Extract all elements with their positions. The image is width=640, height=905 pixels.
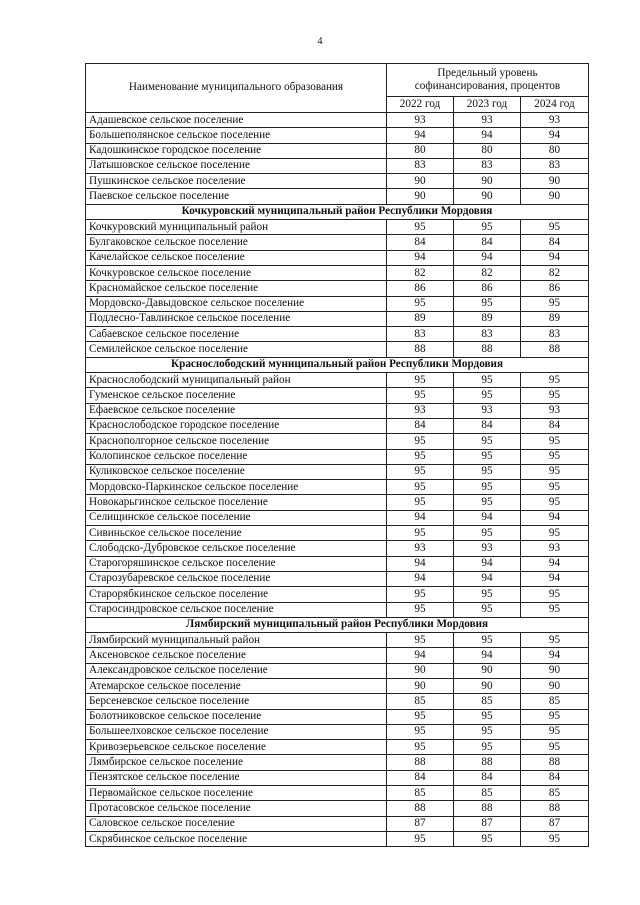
- municipality-name: Аксеновское сельское поселение: [86, 648, 387, 663]
- cofinancing-value: 86: [387, 281, 454, 296]
- cofinancing-value: 90: [387, 678, 454, 693]
- municipality-name: Лямбирское сельское поселение: [86, 755, 387, 770]
- cofinancing-value: 90: [387, 663, 454, 678]
- cofinancing-value: 95: [521, 480, 589, 495]
- municipality-name: Атемарское сельское поселение: [86, 678, 387, 693]
- table-row: [86, 724, 589, 739]
- cofinancing-value: 83: [521, 158, 589, 173]
- cofinancing-value: 95: [521, 831, 589, 846]
- cofinancing-value: 94: [454, 571, 521, 586]
- cofinancing-value: 95: [521, 373, 589, 388]
- cofinancing-value: 84: [521, 235, 589, 250]
- cofinancing-value: 94: [387, 556, 454, 571]
- cofinancing-value: 84: [454, 418, 521, 433]
- table-row: [86, 143, 589, 158]
- district-title: Кочкуровский муниципальный район Республики Мордовия: [86, 204, 589, 219]
- municipality-name: Паевское сельское поселение: [86, 189, 387, 204]
- cofinancing-value: 87: [521, 816, 589, 831]
- municipality-name: Сивиньское сельское поселение: [86, 526, 387, 541]
- table-row: [86, 480, 589, 495]
- cofinancing-value: 95: [521, 602, 589, 617]
- table-row: [86, 770, 589, 785]
- table-row: [86, 663, 589, 678]
- cofinancing-value: 83: [454, 158, 521, 173]
- district-title: Краснослободский муниципальный район Республики Мордовия: [86, 357, 589, 372]
- cofinancing-value: 94: [521, 250, 589, 265]
- cofinancing-value: 94: [521, 556, 589, 571]
- municipality-name: Краснополгорное сельское поселение: [86, 434, 387, 449]
- cofinancing-value: 83: [454, 327, 521, 342]
- table-row: [86, 434, 589, 449]
- cofinancing-value: 95: [521, 709, 589, 724]
- cofinancing-value: 84: [454, 770, 521, 785]
- table-row: [86, 250, 589, 265]
- cofinancing-value: 82: [454, 265, 521, 280]
- municipality-name: Первомайское сельское поселение: [86, 786, 387, 801]
- table-row: [86, 510, 589, 525]
- municipality-name: Краснослободское городское поселение: [86, 418, 387, 433]
- cofinancing-value: 83: [521, 327, 589, 342]
- cofinancing-value: 90: [521, 189, 589, 204]
- cofinancing-value: 86: [454, 281, 521, 296]
- cofinancing-value: 95: [387, 724, 454, 739]
- cofinancing-value: 93: [521, 113, 589, 128]
- cofinancing-value: 87: [454, 816, 521, 831]
- cofinancing-value: 90: [521, 663, 589, 678]
- table-row: [86, 816, 589, 831]
- municipality-name: Болотниковское сельское поселение: [86, 709, 387, 724]
- cofinancing-value: 85: [454, 694, 521, 709]
- table-header: [86, 64, 589, 113]
- column-header-year: 2023 год: [454, 96, 521, 112]
- municipality-name: Кривозерьевское сельское поселение: [86, 740, 387, 755]
- cofinancing-value: 90: [521, 174, 589, 189]
- cofinancing-value: 90: [454, 678, 521, 693]
- district-header-row: [86, 204, 589, 219]
- cofinancing-value: 95: [387, 633, 454, 648]
- table-row: [86, 235, 589, 250]
- cofinancing-value: 95: [454, 296, 521, 311]
- municipality-name: Краснослободский муниципальный район: [86, 373, 387, 388]
- cofinancing-value: 95: [454, 388, 521, 403]
- cofinancing-value: 93: [387, 113, 454, 128]
- table-row: [86, 327, 589, 342]
- table-row: [86, 311, 589, 326]
- cofinancing-value: 95: [454, 633, 521, 648]
- level-header-line-2: софинансирования, процентов: [414, 79, 561, 92]
- table-row: [86, 158, 589, 173]
- district-title: Лямбирский муниципальный район Республики Мордовия: [86, 617, 589, 632]
- cofinancing-value: 95: [454, 220, 521, 235]
- table-row: [86, 342, 589, 357]
- cofinancing-value: 95: [521, 633, 589, 648]
- cofinancing-value: 93: [387, 403, 454, 418]
- municipality-name: Селищинское сельское поселение: [86, 510, 387, 525]
- municipality-name: Лямбирский муниципальный район: [86, 633, 387, 648]
- cofinancing-value: 88: [387, 801, 454, 816]
- cofinancing-value: 95: [387, 587, 454, 602]
- cofinancing-value: 88: [521, 801, 589, 816]
- cofinancing-value: 95: [387, 434, 454, 449]
- cofinancing-value: 90: [454, 189, 521, 204]
- municipality-name: Старогоряшинское сельское поселение: [86, 556, 387, 571]
- cofinancing-value: 95: [387, 464, 454, 479]
- table-row: [86, 265, 589, 280]
- municipality-name: Латышовское сельское поселение: [86, 158, 387, 173]
- cofinancing-value: 94: [454, 556, 521, 571]
- cofinancing-value: 90: [521, 678, 589, 693]
- municipality-name: Качелайское сельское поселение: [86, 250, 387, 265]
- cofinancing-value: 93: [387, 541, 454, 556]
- table-row: [86, 587, 589, 602]
- municipality-name: Протасовское сельское поселение: [86, 801, 387, 816]
- municipality-name: Красномайское сельское поселение: [86, 281, 387, 296]
- table-row: [86, 113, 589, 128]
- cofinancing-value: 94: [454, 648, 521, 663]
- cofinancing-value: 84: [387, 418, 454, 433]
- cofinancing-value: 95: [521, 587, 589, 602]
- table-body: [86, 113, 589, 847]
- cofinancing-value: 95: [387, 388, 454, 403]
- cofinancing-value: 95: [387, 220, 454, 235]
- cofinancing-value: 95: [454, 480, 521, 495]
- table-row: [86, 418, 589, 433]
- cofinancing-value: 85: [521, 694, 589, 709]
- municipality-name: Адашевское сельское поселение: [86, 113, 387, 128]
- cofinancing-value: 95: [454, 495, 521, 510]
- table-row: [86, 281, 589, 296]
- cofinancing-value: 90: [387, 174, 454, 189]
- municipality-name: Мордовско-Давыдовское сельское поселение: [86, 296, 387, 311]
- table-row: [86, 556, 589, 571]
- cofinancing-value: 83: [387, 158, 454, 173]
- cofinancing-value: 95: [521, 740, 589, 755]
- cofinancing-value: 95: [521, 464, 589, 479]
- cofinancing-value: 89: [521, 311, 589, 326]
- cofinancing-value: 95: [387, 740, 454, 755]
- municipality-name: Мордовско-Паркинское сельское поселение: [86, 480, 387, 495]
- cofinancing-value: 95: [454, 602, 521, 617]
- cofinancing-value: 95: [454, 449, 521, 464]
- cofinancing-value: 95: [387, 373, 454, 388]
- cofinancing-value: 94: [387, 648, 454, 663]
- table-row: [86, 128, 589, 143]
- cofinancing-value: 84: [521, 418, 589, 433]
- cofinancing-value: 90: [454, 174, 521, 189]
- cofinancing-value: 95: [387, 480, 454, 495]
- municipality-name: Кочкуровское сельское поселение: [86, 265, 387, 280]
- cofinancing-value: 83: [387, 327, 454, 342]
- table-row: [86, 373, 589, 388]
- cofinancing-value: 95: [454, 724, 521, 739]
- level-header-line-1: Предельный уровень: [437, 66, 538, 79]
- cofinancing-value: 94: [454, 250, 521, 265]
- table-row: [86, 220, 589, 235]
- column-header-name: Наименование муниципального образования: [86, 64, 387, 113]
- cofinancing-value: 95: [387, 495, 454, 510]
- cofinancing-value: 88: [387, 755, 454, 770]
- cofinancing-value: 95: [387, 602, 454, 617]
- cofinancing-value: 95: [521, 495, 589, 510]
- cofinancing-value: 95: [387, 709, 454, 724]
- cofinancing-value: 84: [521, 770, 589, 785]
- cofinancing-value: 93: [454, 113, 521, 128]
- cofinancing-value: 95: [387, 526, 454, 541]
- municipality-name: Сабаевское сельское поселение: [86, 327, 387, 342]
- cofinancing-value: 80: [521, 143, 589, 158]
- cofinancing-value: 95: [454, 587, 521, 602]
- cofinancing-value: 94: [521, 648, 589, 663]
- cofinancing-value: 84: [454, 235, 521, 250]
- cofinancing-value: 95: [387, 831, 454, 846]
- cofinancing-value: 88: [521, 342, 589, 357]
- table-row: [86, 602, 589, 617]
- municipality-name: Пушкинское сельское поселение: [86, 174, 387, 189]
- cofinancing-value: 95: [521, 220, 589, 235]
- municipality-name: Куликовское сельское поселение: [86, 464, 387, 479]
- municipality-name: Слободско-Дубровское сельское поселение: [86, 541, 387, 556]
- municipality-name: Булгаковское сельское поселение: [86, 235, 387, 250]
- cofinancing-value: 95: [454, 434, 521, 449]
- column-header-year: 2024 год: [521, 96, 589, 112]
- cofinancing-value: 95: [387, 449, 454, 464]
- table-row: [86, 786, 589, 801]
- table-row: [86, 174, 589, 189]
- table-row: [86, 541, 589, 556]
- cofinancing-value: 93: [454, 541, 521, 556]
- cofinancing-value: 89: [454, 311, 521, 326]
- cofinancing-value: 90: [454, 663, 521, 678]
- cofinancing-value: 88: [454, 342, 521, 357]
- cofinancing-value: 84: [387, 235, 454, 250]
- municipality-name: Большеелховское сельское поселение: [86, 724, 387, 739]
- cofinancing-value: 95: [454, 740, 521, 755]
- cofinancing-value: 88: [454, 755, 521, 770]
- table-row: [86, 388, 589, 403]
- district-header-row: [86, 617, 589, 632]
- table-row: [86, 571, 589, 586]
- cofinancing-value: 94: [454, 128, 521, 143]
- table-row: [86, 648, 589, 663]
- cofinancing-value: 85: [387, 786, 454, 801]
- cofinancing-value: 94: [521, 571, 589, 586]
- table-row: [86, 694, 589, 709]
- cofinancing-value: 85: [387, 694, 454, 709]
- district-header-row: [86, 357, 589, 372]
- cofinancing-value: 95: [521, 724, 589, 739]
- cofinancing-value: 85: [521, 786, 589, 801]
- column-header-level: [387, 64, 589, 97]
- table-row: [86, 403, 589, 418]
- cofinancing-value: 94: [454, 510, 521, 525]
- table-row: [86, 464, 589, 479]
- municipality-name: Скрябинское сельское поселение: [86, 831, 387, 846]
- cofinancing-value: 95: [521, 526, 589, 541]
- cofinancing-value: 88: [521, 755, 589, 770]
- municipality-name: Старосиндровское сельское поселение: [86, 602, 387, 617]
- cofinancing-value: 95: [521, 434, 589, 449]
- cofinancing-value: 95: [387, 296, 454, 311]
- municipality-name: Александровское сельское поселение: [86, 663, 387, 678]
- cofinancing-value: 88: [387, 342, 454, 357]
- table-row: [86, 449, 589, 464]
- municipality-name: Семилейское сельское поселение: [86, 342, 387, 357]
- cofinancing-value: 85: [454, 786, 521, 801]
- table-row: [86, 296, 589, 311]
- cofinancing-value: 95: [521, 449, 589, 464]
- cofinancing-value: 94: [387, 571, 454, 586]
- municipality-name: Гуменское сельское поселение: [86, 388, 387, 403]
- cofinancing-value: 80: [454, 143, 521, 158]
- municipality-name: Подлесно-Тавлинское сельское поселение: [86, 311, 387, 326]
- cofinancing-value: 95: [454, 709, 521, 724]
- cofinancing-value: 94: [521, 510, 589, 525]
- cofinancing-value: 95: [521, 388, 589, 403]
- municipality-name: Ефаевское сельское поселение: [86, 403, 387, 418]
- table-row: [86, 495, 589, 510]
- cofinancing-value: 95: [521, 296, 589, 311]
- cofinancing-table: [85, 63, 589, 847]
- cofinancing-value: 94: [521, 128, 589, 143]
- cofinancing-value: 90: [387, 189, 454, 204]
- cofinancing-value: 95: [454, 526, 521, 541]
- table-row: [86, 801, 589, 816]
- cofinancing-value: 86: [521, 281, 589, 296]
- page-number: 4: [317, 36, 323, 47]
- table-row: [86, 709, 589, 724]
- cofinancing-value: 89: [387, 311, 454, 326]
- cofinancing-value: 93: [521, 403, 589, 418]
- municipality-name: Кочкуровский муниципальный район: [86, 220, 387, 235]
- cofinancing-value: 94: [387, 250, 454, 265]
- table-row: [86, 189, 589, 204]
- table-row: [86, 633, 589, 648]
- municipality-name: Кадошкинское городское поселение: [86, 143, 387, 158]
- municipality-name: Берсеневское сельское поселение: [86, 694, 387, 709]
- cofinancing-value: 94: [387, 128, 454, 143]
- table-row: [86, 831, 589, 846]
- municipality-name: Новокарьгинское сельское поселение: [86, 495, 387, 510]
- municipality-name: Большеполянское сельское поселение: [86, 128, 387, 143]
- cofinancing-value: 88: [454, 801, 521, 816]
- column-header-year: 2022 год: [387, 96, 454, 112]
- table-row: [86, 740, 589, 755]
- cofinancing-value: 80: [387, 143, 454, 158]
- cofinancing-value: 82: [521, 265, 589, 280]
- municipality-name: Пензятское сельское поселение: [86, 770, 387, 785]
- municipality-name: Старорябкинское сельское поселение: [86, 587, 387, 602]
- municipality-name: Старозубаревское сельское поселение: [86, 571, 387, 586]
- cofinancing-value: 94: [387, 510, 454, 525]
- cofinancing-value: 82: [387, 265, 454, 280]
- cofinancing-value: 95: [454, 464, 521, 479]
- cofinancing-value: 93: [521, 541, 589, 556]
- table-row: [86, 678, 589, 693]
- table-row: [86, 526, 589, 541]
- table-row: [86, 755, 589, 770]
- cofinancing-value: 95: [454, 373, 521, 388]
- municipality-name: Саловское сельское поселение: [86, 816, 387, 831]
- municipality-name: Колопинское сельское поселение: [86, 449, 387, 464]
- cofinancing-value: 84: [387, 770, 454, 785]
- cofinancing-value: 95: [454, 831, 521, 846]
- cofinancing-value: 87: [387, 816, 454, 831]
- cofinancing-value: 93: [454, 403, 521, 418]
